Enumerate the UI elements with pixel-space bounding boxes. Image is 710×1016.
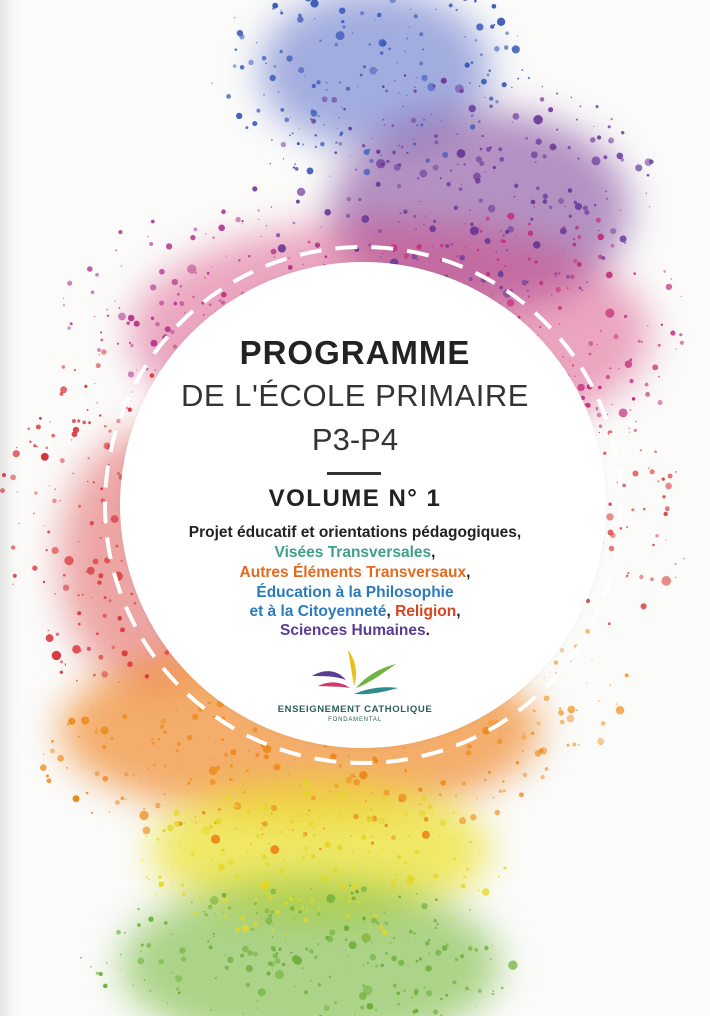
divider	[327, 472, 381, 475]
punctuation: ,	[456, 603, 461, 620]
description-line-4	[0, 584, 710, 602]
description-line-1	[0, 524, 710, 542]
autres-elements: Autres Éléments Transversaux	[239, 564, 467, 581]
description-line-2	[0, 544, 710, 562]
education-philosophie: Éducation à la Philosophie	[256, 584, 454, 601]
description-line-3	[0, 564, 710, 582]
sciences-humaines: Sciences Humaines	[280, 622, 426, 639]
punctuation: .	[425, 622, 430, 639]
subtitle: DE L'ÉCOLE PRIMAIRE	[181, 378, 529, 413]
description-text: Projet éducatif et orientations pédagogiques,	[188, 524, 522, 541]
religion: Religion	[395, 603, 457, 620]
description-line-6	[0, 622, 710, 640]
description-line-5	[0, 603, 710, 621]
logo-subtitle: FONDAMENTAL	[328, 717, 382, 723]
citoyennete: et à la Citoyenneté	[249, 603, 387, 620]
feather-strokes-logo-icon	[300, 646, 410, 700]
punctuation: ,	[431, 544, 436, 561]
visees-transversales: Visées Transversales	[274, 544, 432, 561]
volume-label: VOLUME N° 1	[268, 485, 442, 512]
punctuation: ,	[386, 603, 396, 620]
logo-name: ENSEIGNEMENT CATHOLIQUE	[277, 704, 433, 715]
level: P3-P4	[311, 422, 399, 457]
punctuation: ,	[466, 564, 471, 581]
title: PROGRAMME	[239, 334, 471, 371]
